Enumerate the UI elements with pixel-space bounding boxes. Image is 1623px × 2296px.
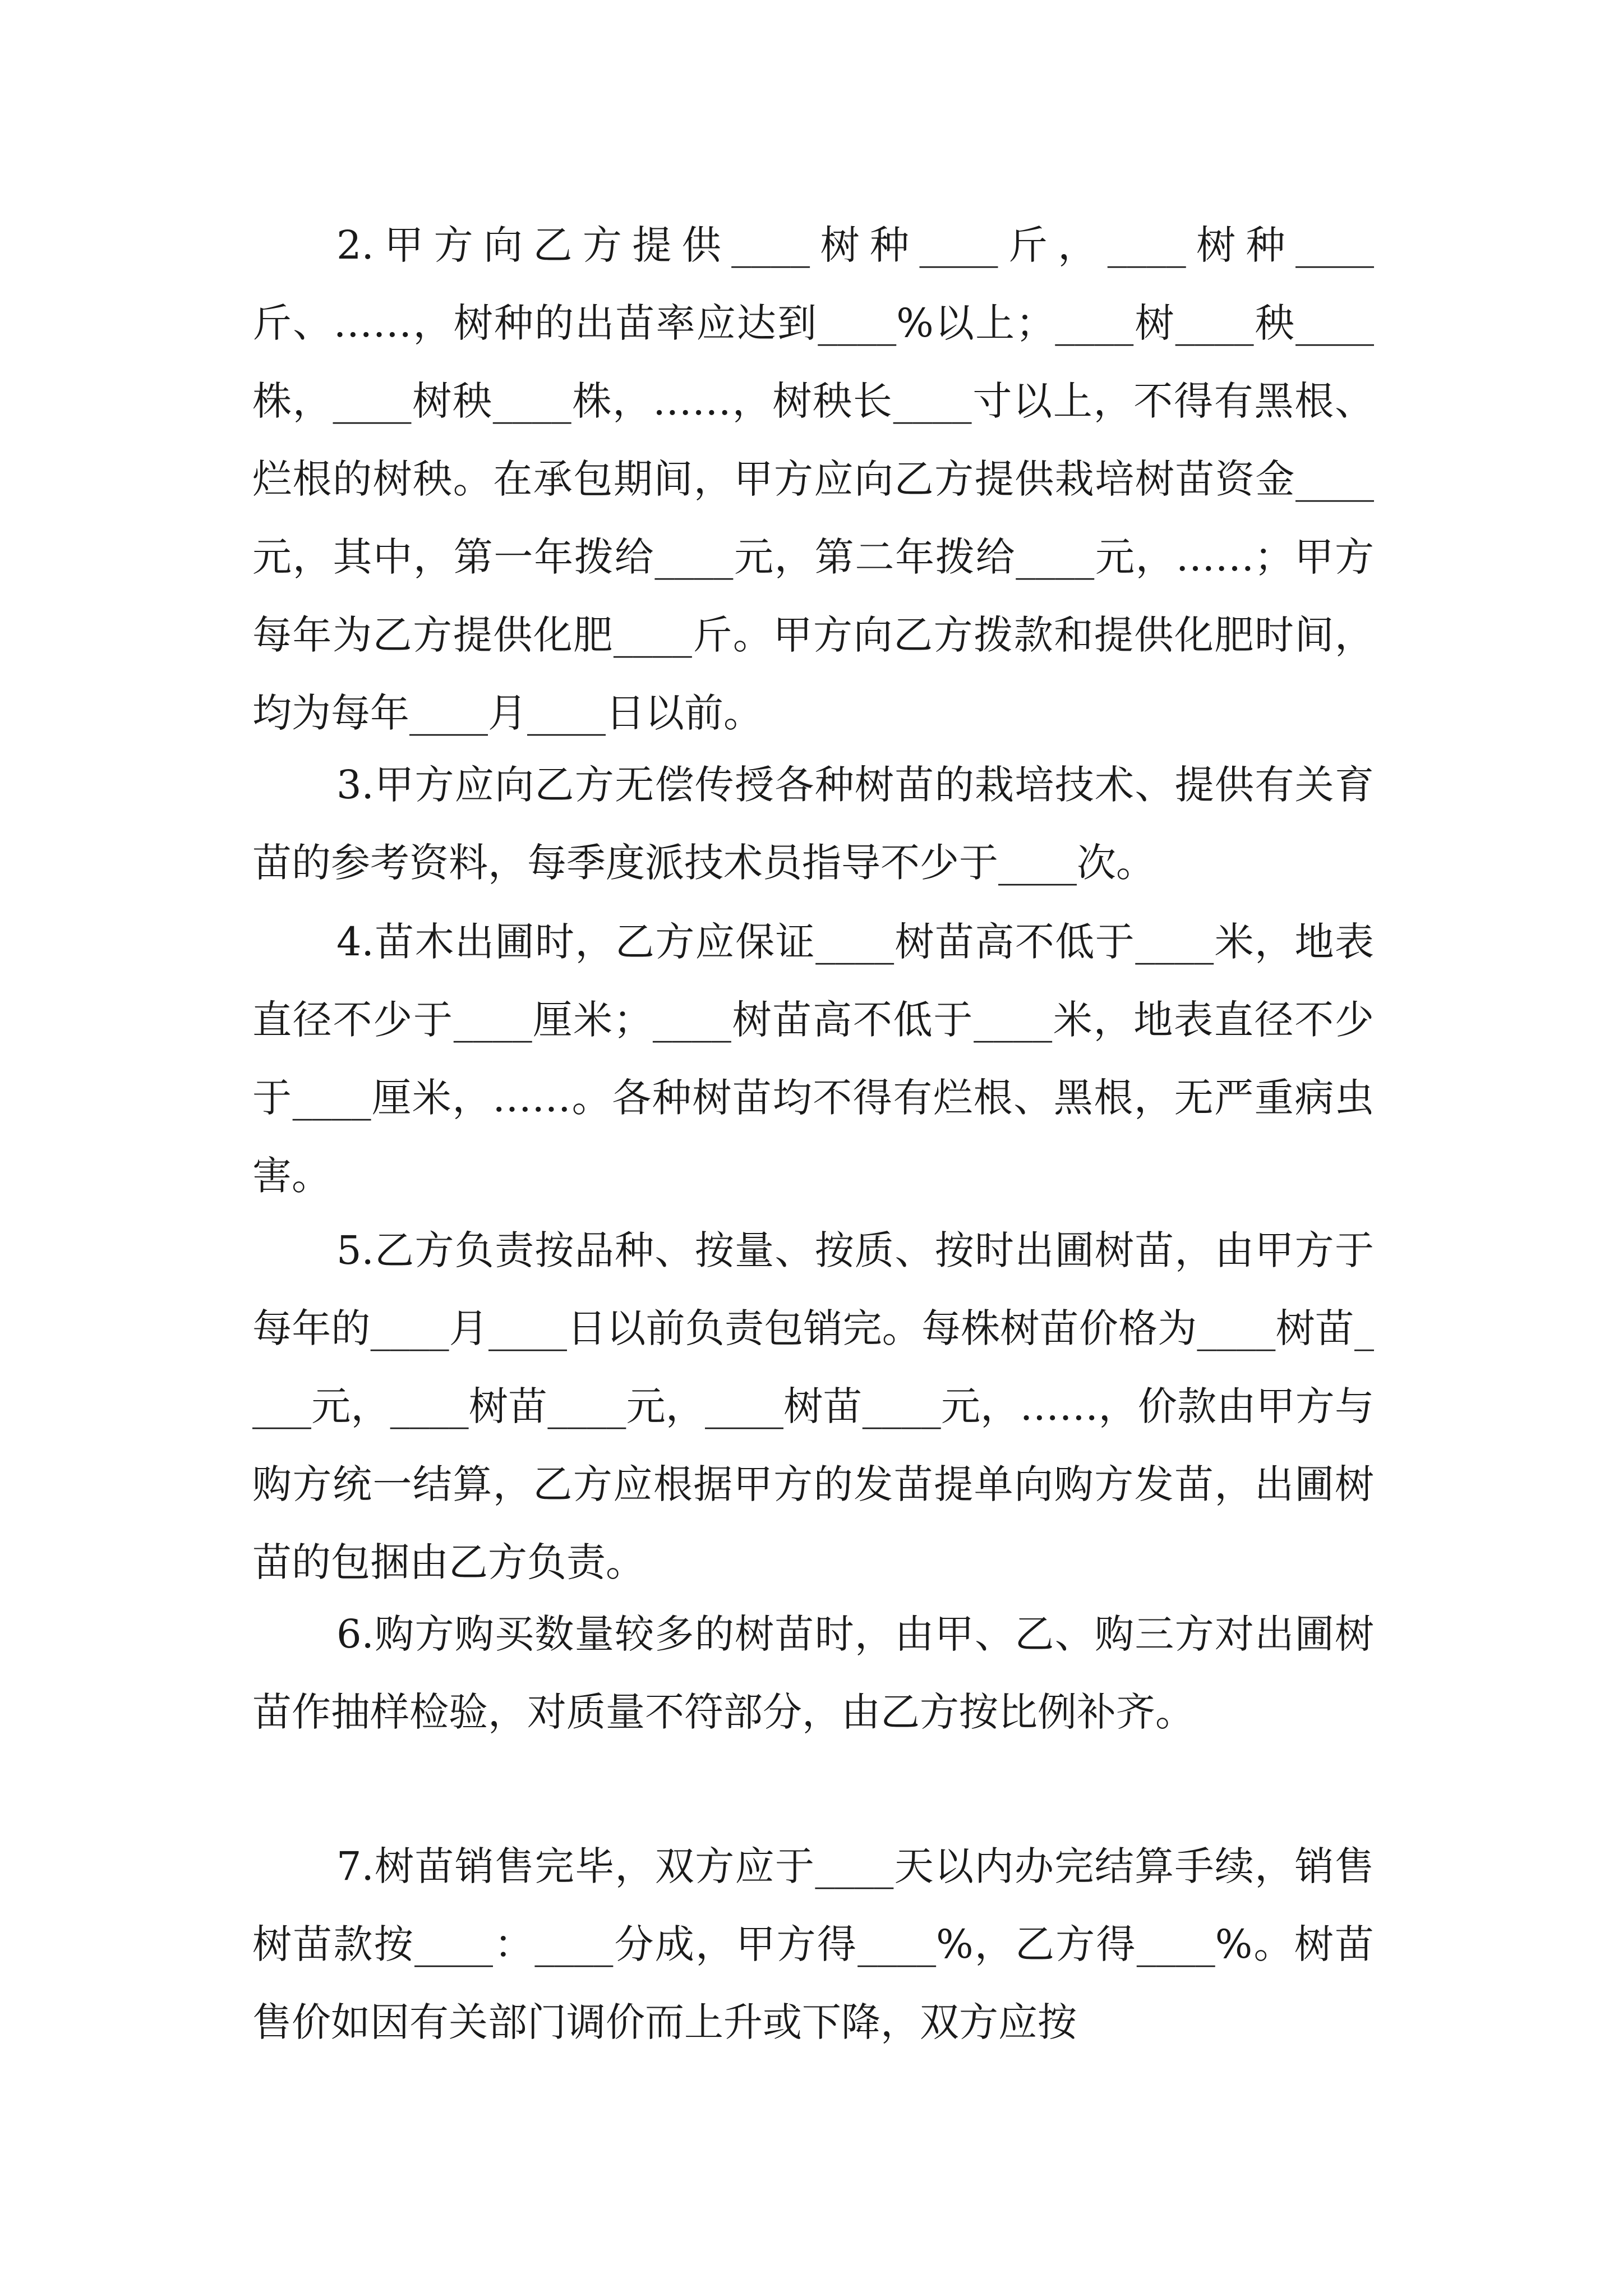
clause-6: 6.购方购买数量较多的树苗时，由甲、乙、购三方对出圃树苗作抽样检验，对质量不符部分，由乙方按比例补齐。 [252,1611,1374,1735]
clause-4: 4.苗木出圃时，乙方应保证____树苗高不低于____米，地表直径不少于____厘米；____树苗高不低于____米，地表直径不少于____厘米，……。各种树苗均不得有烂根、黑根，无严重病虫害。 [252,919,1374,1199]
clause-2: 2.甲方向乙方提供____树种____斤，____树种____斤、……，树种的出苗率应达到____%以上；____树____秧____株，____树秧____株，……，树秧长____寸以上，不得有黑根、烂根的树秧。在承包期间，甲方应向乙方提供栽培树苗资金____元，其中，第一年拨给____元，第二年拨给____元，……；甲方每年为乙方提供化肥____斤。甲方向乙方拨款和提供化肥时间，均为每年____月____日以前。 [252,222,1374,736]
clause-3: 3.甲方应向乙方无偿传授各种树苗的栽培技术、提供有关育苗的参考资料，每季度派技术员指导不少于____次。 [252,762,1374,886]
clause-7: 7.树苗销售完毕，双方应于____天以内办完结算手续，销售树苗款按____：____分成，甲方得____%，乙方得____%。树苗售价如因有关部门调价而上升或下降，双方应按 [252,1843,1374,2045]
clause-5: 5.乙方负责按品种、按量、按质、按时出圃树苗，由甲方于每年的____月____日以前负责包销完。每株树苗价格为____树苗____元，____树苗____元，____树苗____元，……，价款由甲方与购方统一结算，乙方应根据甲方的发苗提单向购方发苗，出圃树苗的包捆由乙方负责。 [252,1227,1374,1585]
